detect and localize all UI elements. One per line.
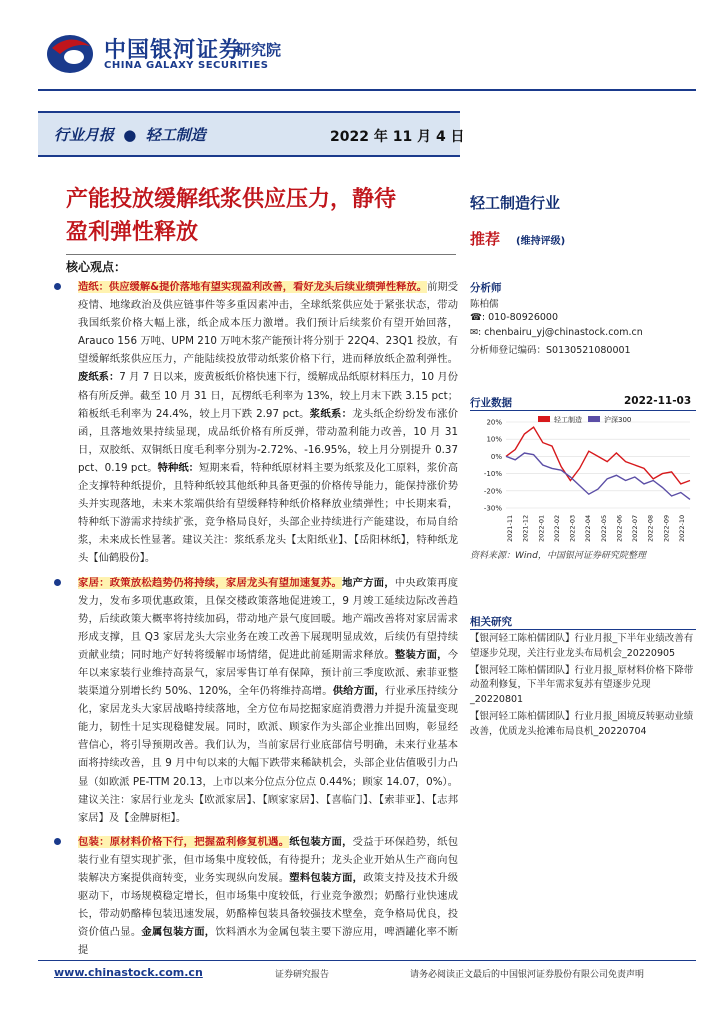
bullet-icon: [54, 579, 61, 586]
section-text: 短期来看，特种纸原材料主要为纸浆及化工原料，浆价高企支撑特种纸提价，且特种纸较其他纸种具备更强的价格传导能力，能保持涨价势头并实现落地，未来木浆端供给有望缓释特种纸价格释放业绩弹性；中长期来看，特种纸下游需求持续扩张，竞争格局良好，头部企业持续进行产能建设，布局自给浆，未来成长性显著。建议关注：浆纸系龙头【太阳纸业】、【岳阳林纸】，特种纸龙头【仙鹤股份】。: [78, 461, 459, 565]
galaxy-logo-icon: [44, 28, 96, 76]
x-tick-label: 2022-09: [662, 514, 671, 542]
legend-swatch-1: [588, 416, 600, 422]
keyword: 地产方面，: [342, 576, 395, 589]
x-tick-label: 2022-08: [646, 514, 655, 542]
related-list: [470, 632, 696, 740]
analyst-cert: 分析师登记编码：S0130521080001: [470, 345, 631, 356]
section-text: 今年以来家装行业维持高景气，家居零售订单有保障，预计前三季度欧派、索菲亚整装渠道分别增长约 50%、120%，全年仍将维持高增。: [78, 648, 459, 698]
footer-rule: [38, 960, 696, 961]
section-paper: [54, 278, 458, 568]
legend-swatch-0: [538, 416, 550, 422]
legend-label-0: 轻工制造: [554, 416, 582, 424]
title-line-1: 产能投放缓解纸浆供应压力，静待: [66, 186, 397, 212]
mail-icon: ✉:: [470, 327, 482, 338]
section-text: 政策支持及技术升级驱动下，市场规模稳定增长，但市场集中度较低，行业竞争激烈；奶酪行业快速成长，带动奶酪棒包装迅速发展，奶酪棒包装具备较强技术壁垒，竞争格局优良，投资价值凸显。: [78, 872, 459, 939]
data-date: 2022-11-03: [624, 395, 692, 407]
x-tick-label: 2022-07: [631, 514, 640, 542]
chart-grid: [506, 422, 690, 508]
related-item[interactable]: 【银河轻工陈柏儒团队】行业月报_下半年业绩改善有望逐步兑现，关注行业龙头布局机会_20220905: [470, 633, 694, 659]
report-type: [54, 124, 206, 145]
section-text: 龙头纸企纷纷发布涨价函，且落地效果持续显现，成品纸价格有所反弹，带动盈利能力改善，10 月 31 日，双胶纸、双铜纸日度毛利率分别为-2.72%、-16.95%，较上月分别提升 0.37 pct、0.19 pct。: [78, 407, 458, 474]
analyst-name: 陈柏儒: [470, 299, 499, 310]
section-text: 饮料酒水为金属包装主要下游应用，啤酒罐化率不断提: [78, 926, 459, 957]
x-tick-label: 2022-01: [537, 514, 546, 542]
page-title: [66, 183, 446, 249]
legend-label-1: 沪深300: [604, 416, 632, 424]
section-text: 受益于环保趋势，纸包装行业有望实现扩张，但市场集中度较低，有待提升；龙头企业开始从生产商向包装解决方案提供商转变，业务实现纵向发展。: [78, 835, 459, 884]
keyword: 浆纸系：: [309, 407, 353, 420]
x-tick-label: 2022-05: [599, 514, 608, 542]
related-divider: [470, 629, 696, 630]
keyword: 废纸系：: [78, 371, 120, 384]
rating-note: (维持评级): [516, 236, 566, 247]
report-date: 2022 年 11 月 4 日: [330, 129, 465, 145]
x-tick-label: 2021-12: [521, 514, 530, 542]
brand-name-en: CHINA GALAXY SECURITIES: [104, 60, 269, 71]
rating: 推荐: [470, 230, 501, 248]
core-label: 核心观点：: [66, 260, 127, 274]
section-head: 造纸：供应缓解&提价落地有望实现盈利改善，看好龙头后续业绩弹性释放。: [78, 281, 428, 293]
y-tick-label: -10%: [483, 470, 502, 479]
related-item[interactable]: 【银河轻工陈柏儒团队】行业月报_原材料价格下降带动盈利修复，下半年需求复苏有望逐步兑现_20220801: [470, 664, 694, 706]
title-divider: [66, 254, 456, 255]
x-tick-label: 2022-03: [568, 514, 577, 542]
section-text: 7 月 7 日以来，废黄板纸价格快速下行，缓解成品纸原材料压力，10 月份格有所反弹。截至 10 月 31 日，瓦楞纸毛利率为 13%，较上月末下跌 3.15 pct；箱板纸毛利率为 24.4%，较上月下跌 2.97 pct。: [78, 371, 459, 420]
related-item[interactable]: 【银河轻工陈柏儒团队】行业月报_困境反转驱动业绩改善，优质龙头抢滩布局良机_20220704: [470, 710, 694, 737]
y-tick-label: 20%: [486, 418, 502, 427]
section-text: 中央政策再度发力，发布多项优惠政策，且保交楼政策落地促进竣工，9 月竣工延续边际改善趋势，后续政策大概率将持续加码，带动地产景气度回暖。地产端改善将对家居需求形成支撑，且 Q3 家居龙头大宗业务在竣工改善下展现明显成效，后续仍有望持续贡献业绩；同时地产好转将缓解市场情绪，促进此前延期需求释放。: [78, 576, 459, 661]
bullet-icon: [54, 283, 61, 290]
industry-name: 轻工制造行业: [470, 194, 561, 212]
related-label: 相关研究: [470, 616, 512, 628]
brand-name-cn: 中国银河证券: [104, 38, 243, 63]
x-tick-label: 2022-02: [552, 514, 561, 542]
y-tick-label: 0%: [490, 452, 502, 461]
footer-url[interactable]: www.chinastock.com.cn: [54, 966, 203, 979]
report-type-label: 行业月报: [54, 126, 115, 144]
chart-lines: [506, 427, 690, 499]
phone-value: 010-80926000: [488, 312, 558, 323]
footer-doc-type: 证券研究报告: [275, 970, 330, 980]
main-body: [54, 278, 458, 959]
footer-disclaimer: 请务必阅读正文最后的中国银河证券股份有限公司免责声明: [410, 970, 645, 980]
industry-chart: [470, 410, 696, 550]
analyst-phone: [470, 312, 558, 323]
keyword: 塑料包装方面，: [289, 872, 364, 884]
x-tick-label: 2022-10: [678, 514, 686, 542]
x-tick-label: 2022-06: [615, 514, 624, 542]
header-rule: [38, 89, 696, 91]
keyword: 纸包装方面，: [289, 835, 353, 848]
section-head: 包装：原材料价格下行，把握盈利修复机遇。: [78, 835, 290, 848]
chart-legend: [538, 415, 631, 424]
industry-label: 轻工制造: [145, 126, 206, 144]
section-package: [54, 833, 458, 960]
data-label: 行业数据: [470, 397, 512, 409]
title-line-2: 盈利弹性释放: [66, 219, 199, 245]
keyword: 供给方面，: [332, 685, 385, 698]
x-tick-label: 2021-11: [506, 514, 514, 542]
section-text: 行业承压持续分化，家居龙头大家居战略持续落地，全方位布局挖掘家庭消费潜力并提升流量变现能力，韧性十足实现稳健发展。同时，欧派、顾家作为头部企业推出回购，彰显经营信心，将引导预期改善。我们认为，当前家居行业底部信号明确，未来行业基本面将持续改善，且 9 月中旬以来的大幅下跌带来稀缺机会，头部企业估值吸引力凸显（如欧派 PE-TTM 20.13，上市以来分位点分位点 0.44%；顾家 14.07，0%）。建议关注：家居行业龙头【欧派家居】、【顾家家居】、【喜临门】、【索菲亚】、【志邦家居】及【金牌厨柜】。: [78, 685, 459, 824]
analyst-label: 分析师: [470, 282, 502, 294]
section-text: 前期受疫情、地缘政治及供应链事件等多重因素冲击，全球纸浆供应处于紧张状态，带动我国纸浆价格大幅上涨，纸企成本压力激增。我们预计后续浆价有望开始回落，Arauco 156 万吨、UPM 210 万吨木浆产能预计将分别于 22Q4、23Q1 投放，有望缓解纸浆供应压力，产能陆续投放带动纸浆价格下行，进而释放纸企盈利弹性。: [78, 281, 459, 366]
brand-sub: 研究院: [236, 41, 282, 59]
keyword: 特种纸：: [157, 461, 200, 474]
keyword: 金属包装方面，: [141, 926, 216, 939]
email-value[interactable]: chenbairu_yj@chinastock.com.cn: [484, 327, 643, 338]
section-home: [54, 574, 458, 827]
analyst-email[interactable]: [470, 327, 643, 338]
chart-source: 资料来源：Wind，中国银河证券研究院整理: [470, 551, 646, 561]
section-head: 家居：政策放松趋势仍将持续，家居龙头有望加速复苏。: [78, 576, 343, 589]
y-tick-label: 10%: [486, 435, 502, 444]
y-tick-label: -30%: [483, 504, 502, 513]
phone-icon: ☎:: [470, 312, 486, 323]
y-tick-label: -20%: [483, 487, 502, 496]
keyword: 整装方面，: [394, 648, 448, 661]
bullet-icon: [54, 838, 61, 845]
series-line-1: [506, 453, 690, 499]
dot-icon: ●: [123, 126, 137, 144]
x-tick-label: 2022-04: [584, 514, 593, 542]
chart-xticks: [506, 515, 686, 542]
chart-yticks: [484, 419, 502, 513]
